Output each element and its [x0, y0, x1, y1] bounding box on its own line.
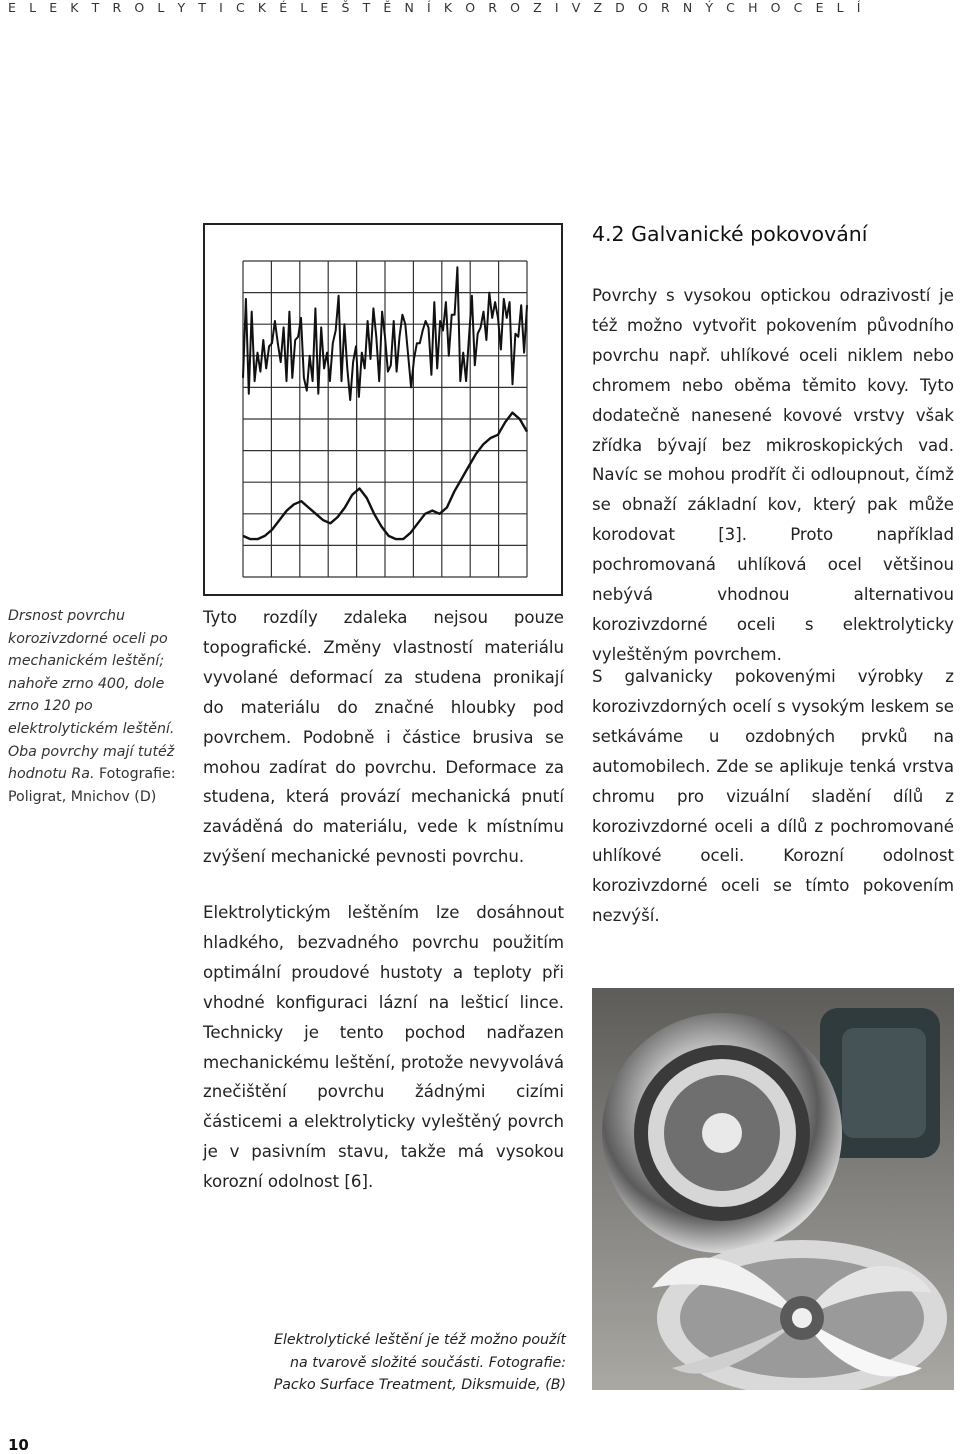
section-title: 4.2 Galvanické pokovování [592, 222, 868, 246]
middle-paragraph-1: Tyto rozdíly zdaleka nejsou pouze topografické. Změny vlastností materiálu vyvolané deformací za studena pronikají do materiálu do značné hloubky pod povrchem. Podobně i částice brusiva se mohou zadírat do povrchu. Deformace za studena, která provází mechanická pnutí zaváděná do materiálu, vede k místnímu zvýšení mechanické pevnosti povrchu. [203, 608, 564, 867]
middle-paragraph-2: Elektrolytickým leštěním lze dosáhnout hladkého, bezvadného povrchu použitím optimální proudové hustoty a teploty při vhodné konfiguraci lázní na lešticí lince. Technicky je tento pochod nadřazen mechanickému leštění, protože nevyvolává znečištění povrchu žádnými cizími částicemi a elektrolyticky vyleštěný povrch je v pasivním stavu, takže má vysokou korozní odolnost [6]. [203, 903, 564, 1192]
polished-pump-parts-photo-icon [592, 988, 954, 1390]
figure-caption-credit: Fotografie: Poligrat, Mnichov (D) [8, 766, 176, 805]
photo-caption: Elektrolytické leštění je též možno použít na tvarově složité součásti. Fotografie: Packo Surface Treatment, Diksmuide, (B) [273, 1332, 566, 1394]
section-paragraph-2: S galvanicky pokovenými výrobky z korozivzdorných ocelí s vysokým leskem se setkáváme u ozdobných prvků na automobilech. Zde se aplikuje tenká vrstva chromu pro vizuální sladění dílů z korozivzdorné oceli a dílů z pochromované uhlíkové oceli. Korozní odolnost korozivzdorné oceli se tímto pokovením nezvýší. [592, 667, 954, 926]
figure-caption-text: Drsnost povrchu korozivzdorné oceli po mechanickém leštění; nahoře zrno 400, dole zrno 120 po elektrolytickém leštění. Oba povrchy mají tutéž hodnotu Ra. [8, 608, 175, 783]
running-header: E L E K T R O L Y T I C K É L E Š T Ě N Í K O R O Z I V Z D O R N Ý C H O C E L Í [8, 0, 866, 15]
figure-caption [8, 605, 178, 808]
roughness-chart-frame [203, 223, 563, 596]
surface-roughness-chart-icon [205, 225, 561, 594]
section-paragraph-1: Povrchy s vysokou optickou odrazivostí je též možno vytvořit pokovením původního povrchu např. uhlíkové oceli niklem nebo chromem nebo oběma těmito kovy. Tyto dodatečně nanesené kovové vrstvy však zřídka bývají bez mikroskopických vad. Navíc se mohou prodřít či odloupnout, čímž se obnaží základní kov, který pak může korodovat [3]. Proto například pochromovaná uhlíková ocel většinou nebývá vhodnou alternativou korozivzdorné oceli s elektrolyticky vyleštěným povrchem. [592, 286, 954, 664]
page-number: 10 [8, 1436, 29, 1454]
